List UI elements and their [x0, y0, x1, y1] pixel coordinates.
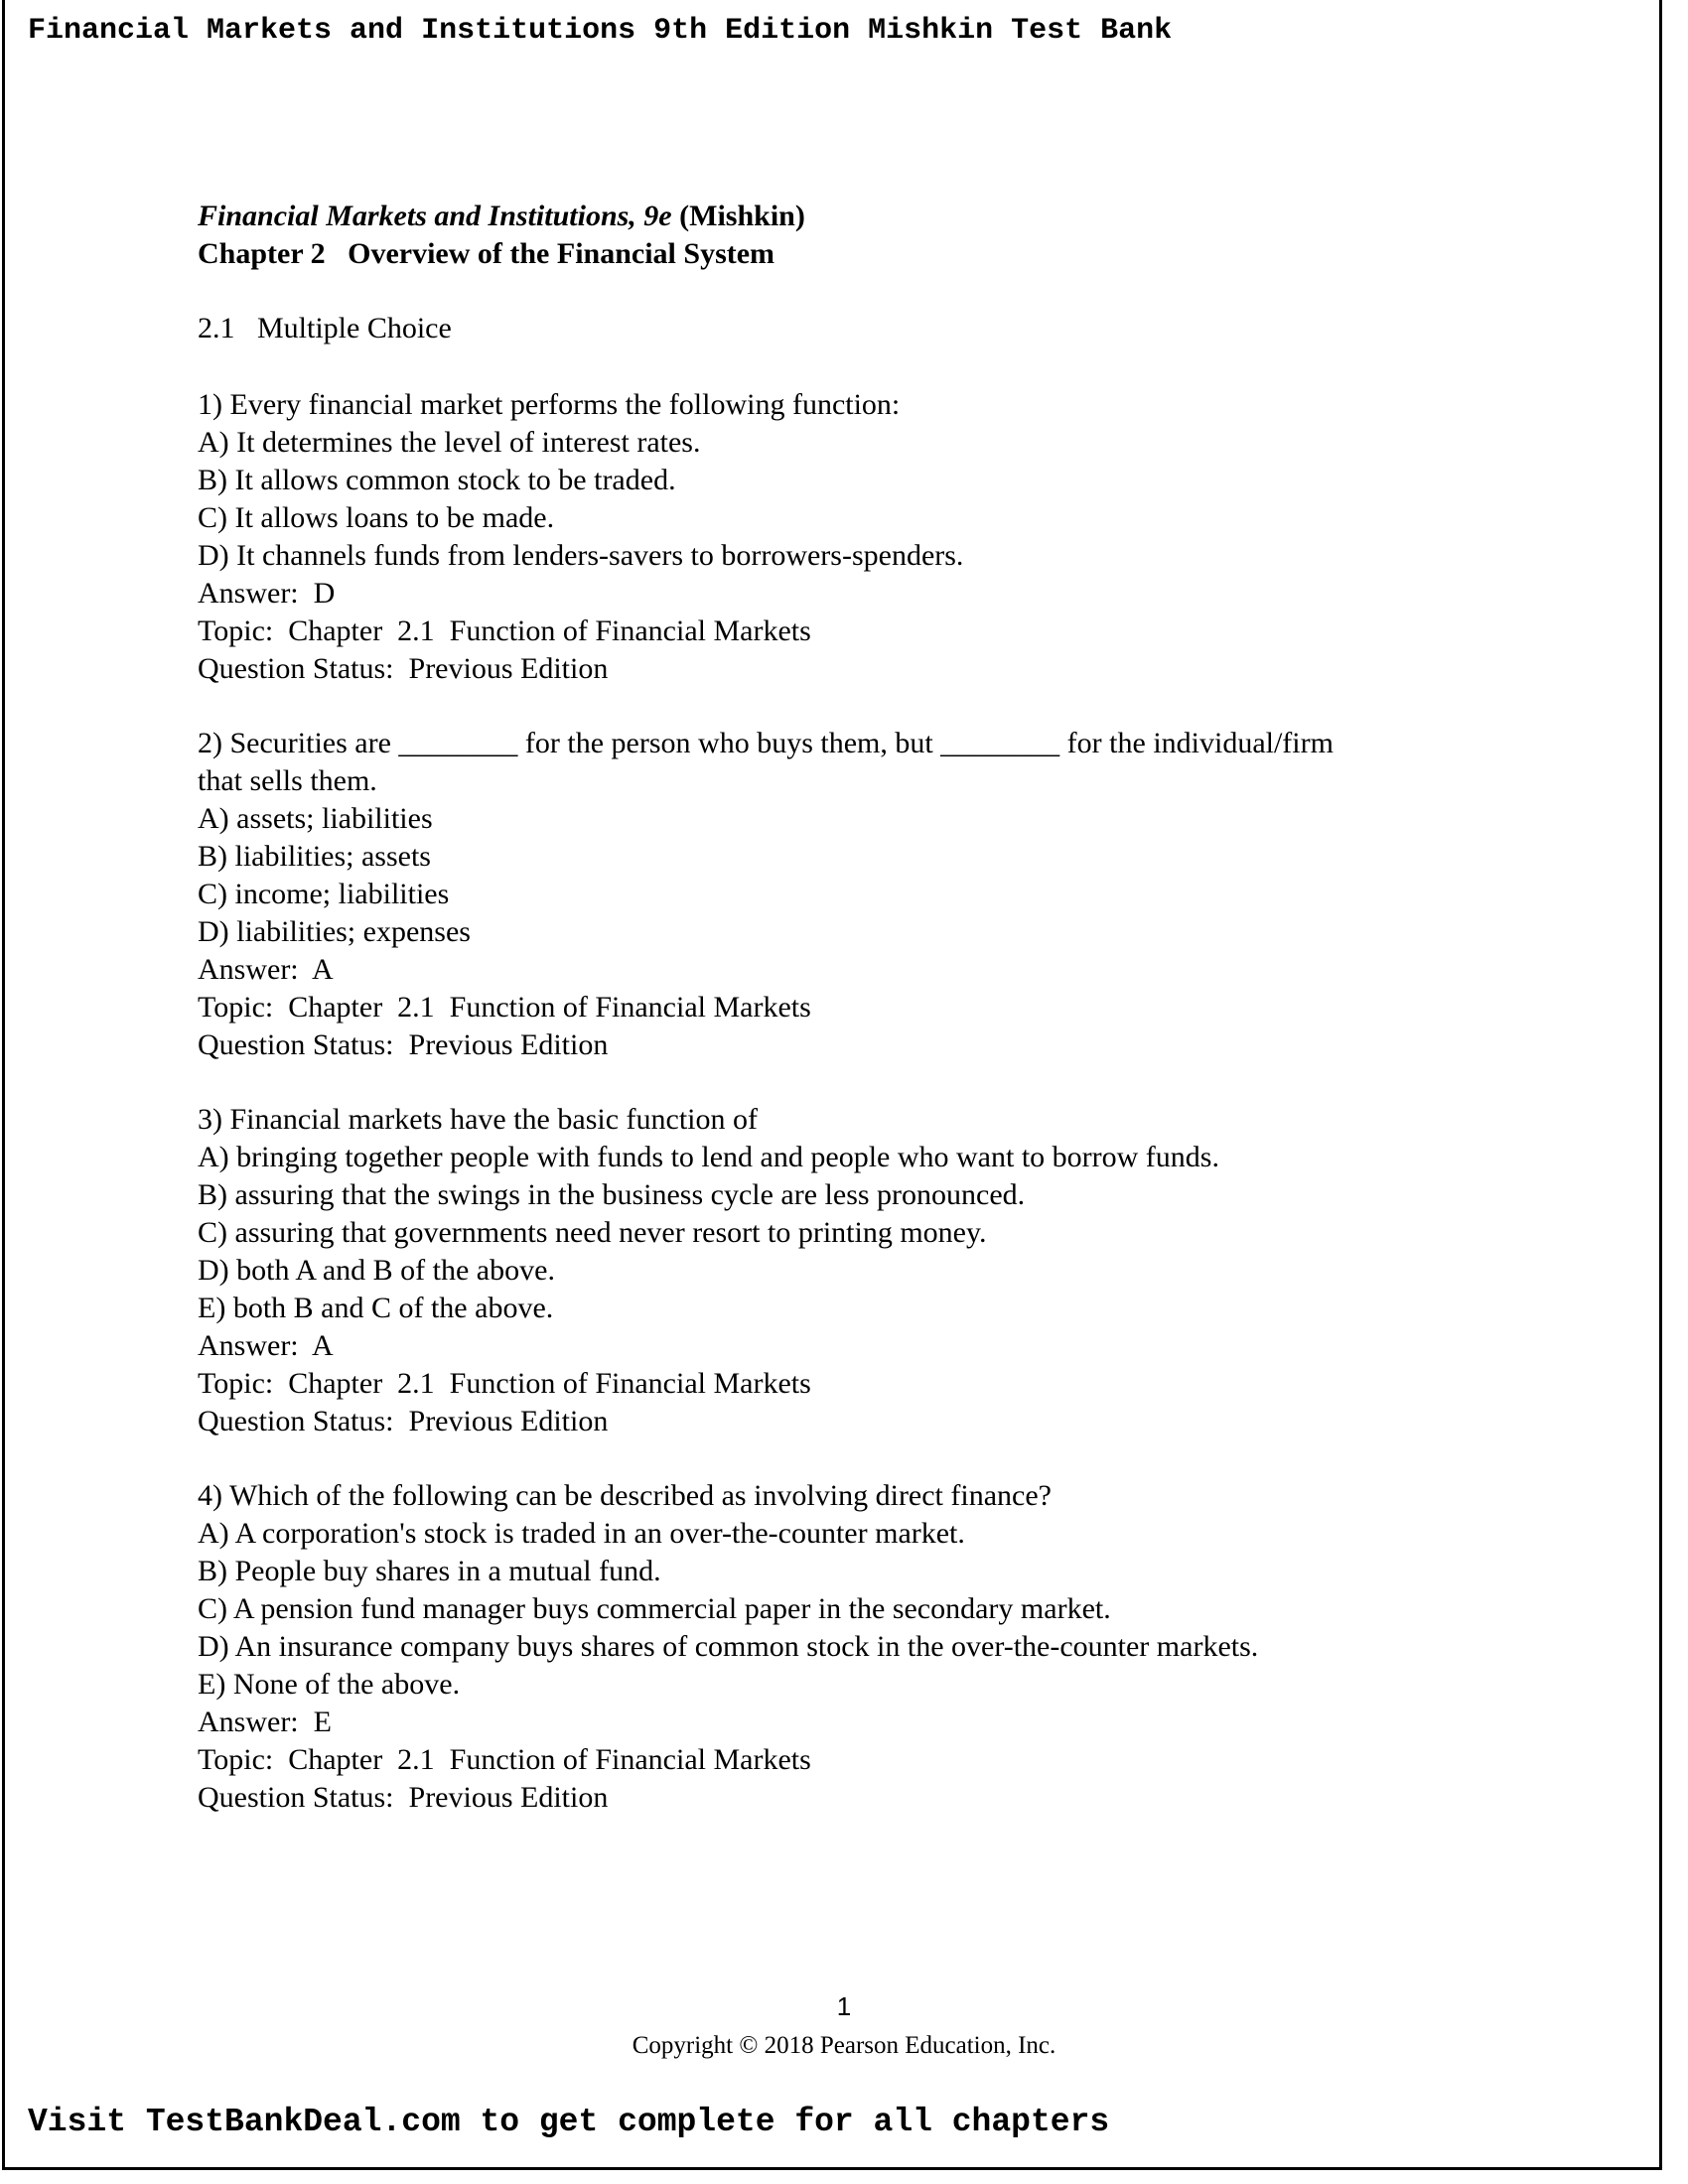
question-line: C) income; liabilities	[198, 878, 450, 910]
question-line: B) People buy shares in a mutual fund.	[198, 1555, 661, 1587]
question-line: E) both B and C of the above.	[198, 1292, 554, 1324]
question-line: Answer: D	[198, 577, 336, 610]
question-line: 2) Securities are ________ for the person who buys them, but ________ for the individual/firm	[198, 727, 1334, 759]
copyright: Copyright © 2018 Pearson Education, Inc.	[632, 2032, 1056, 2059]
question-line: Question Status: Previous Edition	[198, 1405, 609, 1437]
question-line: A) bringing together people with funds to lend and people who want to borrow funds.	[198, 1141, 1219, 1173]
section-heading: 2.1 Multiple Choice	[198, 312, 452, 344]
question-line: D) It channels funds from lenders-savers to borrowers-spenders.	[198, 539, 964, 572]
question-line: Topic: Chapter 2.1 Function of Financial Markets	[198, 1367, 811, 1400]
question-line: Topic: Chapter 2.1 Function of Financial Markets	[198, 614, 811, 647]
book-author: (Mishkin)	[671, 200, 805, 232]
question-line: D) both A and B of the above.	[198, 1254, 555, 1287]
question-line: Question Status: Previous Edition	[198, 652, 609, 685]
book-title	[198, 198, 805, 235]
question-line: Answer: A	[198, 1329, 334, 1362]
question-line: Answer: E	[198, 1706, 332, 1738]
question-line: B) assuring that the swings in the business cycle are less pronounced.	[198, 1178, 1026, 1211]
question-line: B) It allows common stock to be traded.	[198, 464, 676, 496]
question-line: Topic: Chapter 2.1 Function of Financial Markets	[198, 991, 811, 1024]
question-line: C) A pension fund manager buys commercial paper in the secondary market.	[198, 1592, 1111, 1625]
question-4	[198, 1477, 1258, 1817]
question-3	[198, 1101, 1219, 1440]
chapter-title: Chapter 2 Overview of the Financial System	[198, 237, 775, 270]
question-line: 3) Financial markets have the basic function of	[198, 1103, 758, 1136]
footer-banner: Visit TestBankDeal.com to get complete for all chapters	[28, 2104, 1110, 2140]
question-1	[198, 386, 963, 688]
question-line: that sells them.	[198, 764, 377, 797]
question-line: B) liabilities; assets	[198, 840, 431, 873]
question-line: A) A corporation's stock is traded in an over-the-counter market.	[198, 1517, 965, 1550]
question-line: 1) Every financial market performs the following function:	[198, 388, 901, 421]
page-number: 1	[836, 1991, 852, 2021]
question-line: 4) Which of the following can be described as involving direct finance?	[198, 1479, 1052, 1512]
book-title-italic: Financial Markets and Institutions, 9e	[198, 200, 672, 232]
question-line: D) An insurance company buys shares of common stock in the over-the-counter markets.	[198, 1630, 1259, 1663]
question-line: Topic: Chapter 2.1 Function of Financial Markets	[198, 1743, 811, 1776]
question-line: Answer: A	[198, 953, 334, 986]
question-line: Question Status: Previous Edition	[198, 1028, 609, 1061]
question-line: C) It allows loans to be made.	[198, 501, 555, 534]
question-line: A) assets; liabilities	[198, 802, 433, 835]
question-line: D) liabilities; expenses	[198, 915, 471, 948]
question-line: E) None of the above.	[198, 1668, 461, 1701]
question-line: C) assuring that governments need never resort to printing money.	[198, 1216, 987, 1249]
question-2	[198, 725, 1334, 1064]
header-banner: Financial Markets and Institutions 9th Edition Mishkin Test Bank	[28, 14, 1173, 48]
question-line: Question Status: Previous Edition	[198, 1781, 609, 1814]
question-line: A) It determines the level of interest rates.	[198, 426, 701, 459]
